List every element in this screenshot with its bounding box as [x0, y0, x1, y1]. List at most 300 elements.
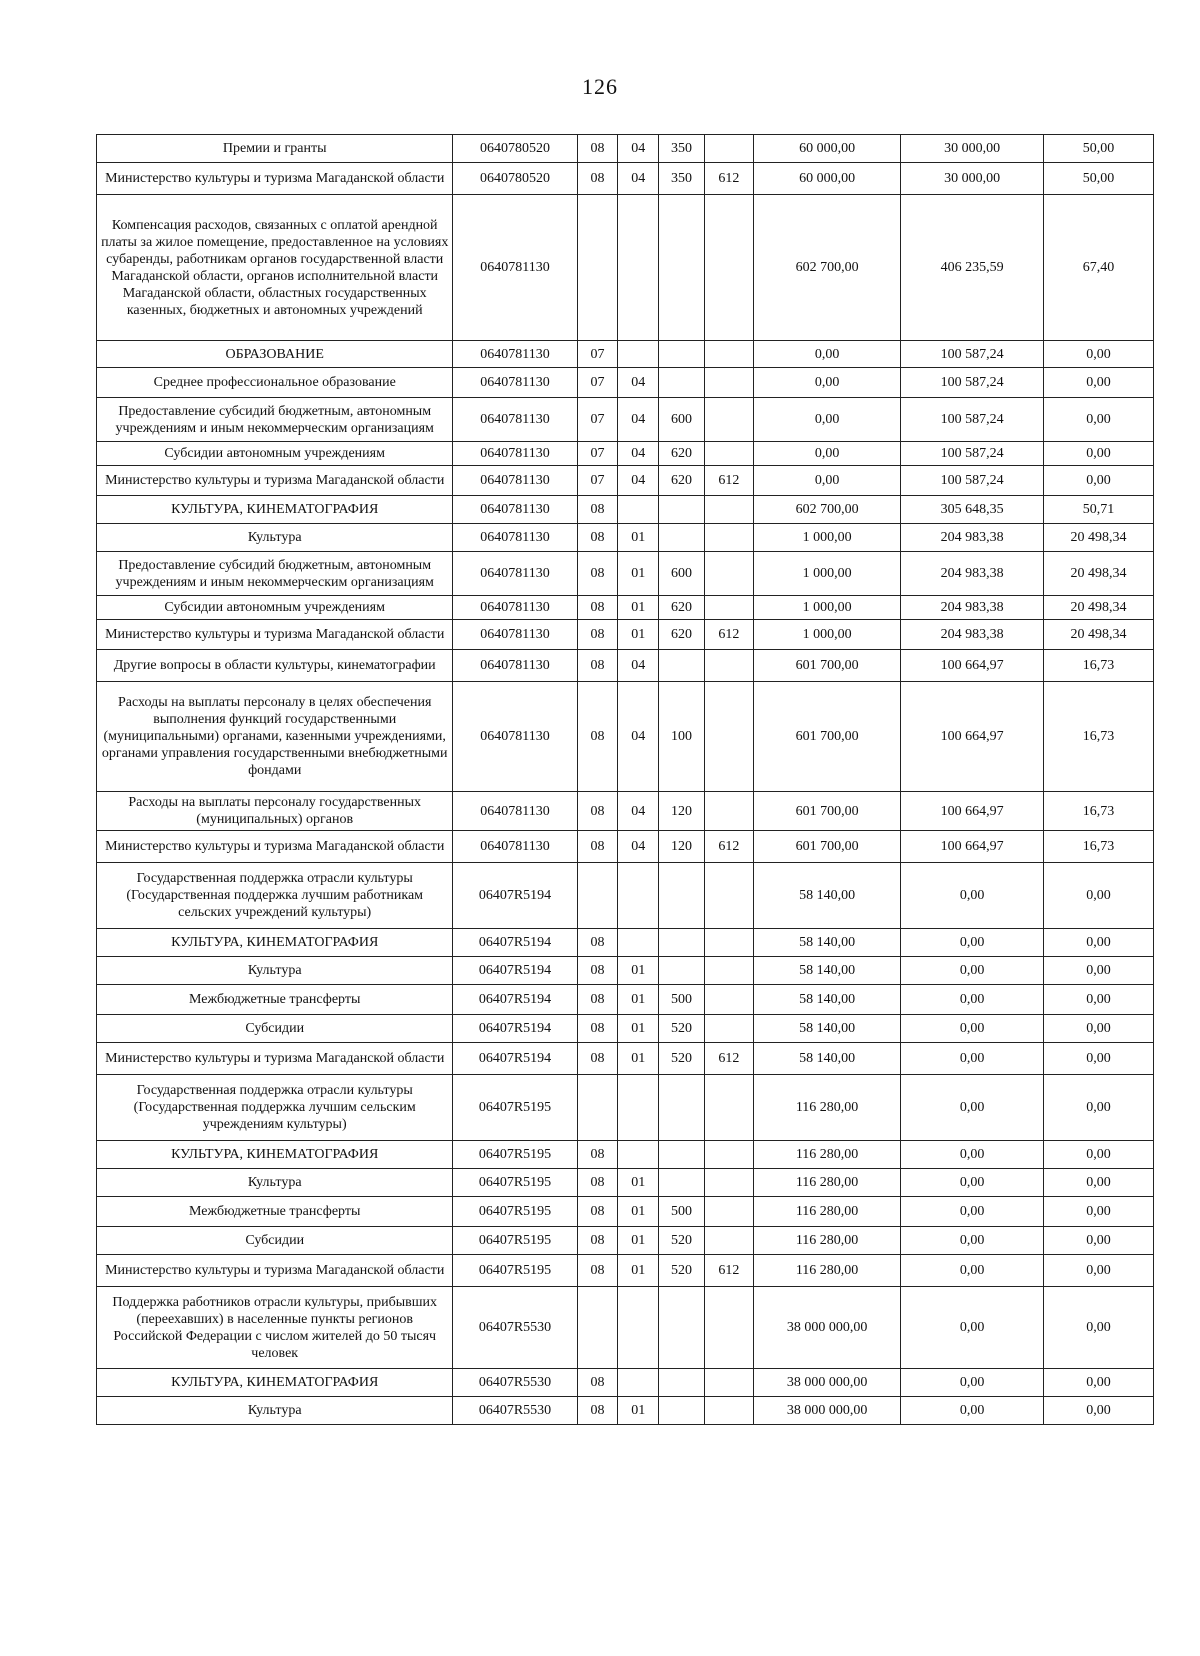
row-plan-amount: 602 700,00: [753, 195, 901, 341]
row-plan-amount: 0,00: [753, 398, 901, 442]
row-target-code: 06407R5194: [453, 929, 577, 957]
row-plan-amount: 58 140,00: [753, 863, 901, 929]
table-row: [97, 985, 1154, 1015]
row-plan-amount: 116 280,00: [753, 1197, 901, 1227]
row-plan-amount: 116 280,00: [753, 1169, 901, 1197]
row-name: Предоставление субсидий бюджетным, автономным учреждениям и иным некоммерческим организациям: [97, 552, 453, 596]
table-row: [97, 863, 1154, 929]
row-expense-type: [659, 524, 705, 552]
row-target-code: 0640781130: [453, 195, 577, 341]
row-section: 08: [577, 831, 618, 863]
row-name: Межбюджетные трансферты: [97, 985, 453, 1015]
row-actual-amount: 0,00: [901, 1015, 1044, 1043]
table-row: [97, 195, 1154, 341]
row-actual-amount: 100 587,24: [901, 398, 1044, 442]
row-subsection: 04: [618, 442, 659, 466]
row-expense-type: 350: [659, 163, 705, 195]
row-actual-amount: 100 664,97: [901, 831, 1044, 863]
row-name: Субсидии: [97, 1227, 453, 1255]
row-name: ОБРАЗОВАНИЕ: [97, 341, 453, 368]
row-subsection: 04: [618, 831, 659, 863]
row-percent: 50,00: [1043, 135, 1153, 163]
row-actual-amount: 0,00: [901, 1227, 1044, 1255]
row-plan-amount: 601 700,00: [753, 831, 901, 863]
row-expense-type: 100: [659, 682, 705, 792]
row-name: Компенсация расходов, связанных с оплатой арендной платы за жилое помещение, предоставленное на условиях субаренды, работникам органов государственной власти Магаданской области, органов исполнительной власти Магаданской области, областных государственных казенных, бюджетных и автономных учреждений: [97, 195, 453, 341]
row-section: 08: [577, 524, 618, 552]
row-actual-amount: 30 000,00: [901, 163, 1044, 195]
row-section: 08: [577, 1169, 618, 1197]
table-row: [97, 620, 1154, 650]
row-plan-amount: 116 280,00: [753, 1141, 901, 1169]
row-subsection: 01: [618, 524, 659, 552]
table-row: [97, 341, 1154, 368]
row-admin-code: [704, 596, 753, 620]
row-subsection: [618, 341, 659, 368]
row-plan-amount: 1 000,00: [753, 620, 901, 650]
row-admin-code: [704, 195, 753, 341]
row-actual-amount: 0,00: [901, 1169, 1044, 1197]
row-expense-type: 120: [659, 831, 705, 863]
row-section: [577, 863, 618, 929]
row-percent: 50,71: [1043, 496, 1153, 524]
row-target-code: 06407R5194: [453, 1015, 577, 1043]
row-admin-code: [704, 135, 753, 163]
row-target-code: 0640781130: [453, 792, 577, 831]
row-section: 08: [577, 163, 618, 195]
row-subsection: [618, 929, 659, 957]
row-name: КУЛЬТУРА, КИНЕМАТОГРАФИЯ: [97, 496, 453, 524]
row-plan-amount: 116 280,00: [753, 1075, 901, 1141]
row-section: 08: [577, 792, 618, 831]
table-row: [97, 1397, 1154, 1425]
row-expense-type: 520: [659, 1043, 705, 1075]
row-actual-amount: 0,00: [901, 1043, 1044, 1075]
row-target-code: 06407R5194: [453, 957, 577, 985]
row-name: Поддержка работников отрасли культуры, прибывших (переехавших) в населенные пункты регионов Российской Федерации с числом жителей до 50 тысяч человек: [97, 1287, 453, 1369]
row-plan-amount: 601 700,00: [753, 650, 901, 682]
row-subsection: 01: [618, 552, 659, 596]
row-subsection: 04: [618, 682, 659, 792]
row-target-code: 0640781130: [453, 650, 577, 682]
table-row: [97, 596, 1154, 620]
row-name: Культура: [97, 524, 453, 552]
row-actual-amount: 204 983,38: [901, 596, 1044, 620]
row-section: 08: [577, 620, 618, 650]
row-name: Министерство культуры и туризма Магаданской области: [97, 466, 453, 496]
row-section: 08: [577, 985, 618, 1015]
row-percent: 0,00: [1043, 1255, 1153, 1287]
table-row: [97, 1197, 1154, 1227]
row-percent: 0,00: [1043, 1197, 1153, 1227]
row-subsection: 01: [618, 1397, 659, 1425]
row-admin-code: [704, 368, 753, 398]
table-row: [97, 524, 1154, 552]
table-row: [97, 442, 1154, 466]
row-expense-type: 620: [659, 442, 705, 466]
row-name: Культура: [97, 957, 453, 985]
table-row: [97, 466, 1154, 496]
row-plan-amount: 60 000,00: [753, 163, 901, 195]
row-admin-code: 612: [704, 831, 753, 863]
row-percent: 0,00: [1043, 341, 1153, 368]
row-target-code: 06407R5194: [453, 1043, 577, 1075]
row-percent: 16,73: [1043, 682, 1153, 792]
row-target-code: 0640781130: [453, 596, 577, 620]
row-admin-code: [704, 552, 753, 596]
row-plan-amount: 116 280,00: [753, 1255, 901, 1287]
row-name: Другие вопросы в области культуры, кинематографии: [97, 650, 453, 682]
row-name: Культура: [97, 1169, 453, 1197]
row-plan-amount: 116 280,00: [753, 1227, 901, 1255]
row-actual-amount: 0,00: [901, 863, 1044, 929]
row-actual-amount: 0,00: [901, 1255, 1044, 1287]
row-expense-type: [659, 1169, 705, 1197]
row-actual-amount: 0,00: [901, 1141, 1044, 1169]
row-section: 08: [577, 496, 618, 524]
row-percent: 0,00: [1043, 442, 1153, 466]
row-plan-amount: 38 000 000,00: [753, 1397, 901, 1425]
table-body: [97, 135, 1154, 1425]
row-plan-amount: 0,00: [753, 368, 901, 398]
row-percent: 0,00: [1043, 863, 1153, 929]
row-plan-amount: 602 700,00: [753, 496, 901, 524]
row-actual-amount: 406 235,59: [901, 195, 1044, 341]
row-actual-amount: 204 983,38: [901, 620, 1044, 650]
row-percent: 0,00: [1043, 398, 1153, 442]
row-name: Субсидии автономным учреждениям: [97, 442, 453, 466]
row-plan-amount: 0,00: [753, 466, 901, 496]
row-admin-code: [704, 1075, 753, 1141]
row-percent: 16,73: [1043, 792, 1153, 831]
row-admin-code: [704, 341, 753, 368]
row-subsection: 01: [618, 1227, 659, 1255]
row-plan-amount: 1 000,00: [753, 524, 901, 552]
row-admin-code: [704, 1015, 753, 1043]
row-subsection: 01: [618, 620, 659, 650]
row-target-code: 0640781130: [453, 442, 577, 466]
row-percent: 67,40: [1043, 195, 1153, 341]
row-admin-code: [704, 1287, 753, 1369]
row-subsection: 01: [618, 985, 659, 1015]
row-admin-code: 612: [704, 466, 753, 496]
row-admin-code: 612: [704, 620, 753, 650]
row-admin-code: [704, 1369, 753, 1397]
row-plan-amount: 0,00: [753, 341, 901, 368]
row-target-code: 06407R5530: [453, 1287, 577, 1369]
row-target-code: 0640781130: [453, 552, 577, 596]
row-expense-type: 620: [659, 620, 705, 650]
row-section: 08: [577, 650, 618, 682]
row-target-code: 06407R5195: [453, 1197, 577, 1227]
table-row: [97, 1043, 1154, 1075]
row-name: Министерство культуры и туризма Магаданской области: [97, 831, 453, 863]
table-row: [97, 398, 1154, 442]
row-percent: 16,73: [1043, 831, 1153, 863]
row-admin-code: [704, 929, 753, 957]
row-name: Министерство культуры и туризма Магаданской области: [97, 1255, 453, 1287]
row-percent: 0,00: [1043, 1227, 1153, 1255]
row-expense-type: [659, 929, 705, 957]
row-expense-type: [659, 957, 705, 985]
row-actual-amount: 100 587,24: [901, 442, 1044, 466]
row-plan-amount: 38 000 000,00: [753, 1287, 901, 1369]
table-row: [97, 792, 1154, 831]
row-percent: 0,00: [1043, 1287, 1153, 1369]
row-section: 07: [577, 368, 618, 398]
row-percent: 0,00: [1043, 1141, 1153, 1169]
row-admin-code: [704, 398, 753, 442]
row-target-code: 06407R5195: [453, 1227, 577, 1255]
row-percent: 50,00: [1043, 163, 1153, 195]
row-admin-code: 612: [704, 1043, 753, 1075]
row-expense-type: 620: [659, 596, 705, 620]
table-row: [97, 1255, 1154, 1287]
row-subsection: 01: [618, 957, 659, 985]
row-percent: 0,00: [1043, 1015, 1153, 1043]
row-admin-code: [704, 496, 753, 524]
row-name: Расходы на выплаты персоналу в целях обеспечения выполнения функций государственными (муниципальными) органами, казенными учреждениями, органами управления государственными внебюджетными фондами: [97, 682, 453, 792]
row-section: 08: [577, 135, 618, 163]
row-percent: 16,73: [1043, 650, 1153, 682]
row-plan-amount: 0,00: [753, 442, 901, 466]
row-actual-amount: 0,00: [901, 1075, 1044, 1141]
row-target-code: 0640781130: [453, 524, 577, 552]
row-plan-amount: 38 000 000,00: [753, 1369, 901, 1397]
row-section: 08: [577, 1255, 618, 1287]
row-expense-type: 520: [659, 1227, 705, 1255]
row-expense-type: [659, 1369, 705, 1397]
table-row: [97, 1287, 1154, 1369]
table-row: [97, 682, 1154, 792]
row-section: 07: [577, 398, 618, 442]
row-section: 07: [577, 466, 618, 496]
row-plan-amount: 58 140,00: [753, 957, 901, 985]
row-admin-code: [704, 1197, 753, 1227]
row-actual-amount: 100 664,97: [901, 682, 1044, 792]
row-plan-amount: 1 000,00: [753, 552, 901, 596]
row-expense-type: [659, 341, 705, 368]
row-target-code: 06407R5530: [453, 1369, 577, 1397]
row-name: Министерство культуры и туризма Магаданской области: [97, 163, 453, 195]
row-name: Расходы на выплаты персоналу государственных (муниципальных) органов: [97, 792, 453, 831]
row-section: [577, 1287, 618, 1369]
row-actual-amount: 100 587,24: [901, 466, 1044, 496]
row-admin-code: [704, 1169, 753, 1197]
row-actual-amount: 0,00: [901, 957, 1044, 985]
row-expense-type: [659, 650, 705, 682]
table-row: [97, 831, 1154, 863]
row-admin-code: 612: [704, 163, 753, 195]
row-subsection: 01: [618, 1015, 659, 1043]
row-target-code: 0640781130: [453, 496, 577, 524]
row-subsection: [618, 1287, 659, 1369]
row-subsection: 04: [618, 163, 659, 195]
row-admin-code: [704, 1397, 753, 1425]
row-target-code: 06407R5530: [453, 1397, 577, 1425]
table-row: [97, 1141, 1154, 1169]
row-target-code: 0640780520: [453, 135, 577, 163]
row-percent: 20 498,34: [1043, 620, 1153, 650]
row-section: 08: [577, 1015, 618, 1043]
row-percent: 0,00: [1043, 1043, 1153, 1075]
row-expense-type: 600: [659, 552, 705, 596]
row-target-code: 06407R5195: [453, 1169, 577, 1197]
row-section: 08: [577, 682, 618, 792]
row-subsection: 04: [618, 368, 659, 398]
row-section: [577, 1075, 618, 1141]
budget-table: [96, 134, 1154, 1425]
table-row: [97, 496, 1154, 524]
row-subsection: 01: [618, 1169, 659, 1197]
row-admin-code: 612: [704, 1255, 753, 1287]
row-subsection: [618, 1075, 659, 1141]
row-percent: 0,00: [1043, 929, 1153, 957]
row-subsection: 04: [618, 792, 659, 831]
row-admin-code: [704, 524, 753, 552]
row-subsection: [618, 1369, 659, 1397]
row-percent: 0,00: [1043, 957, 1153, 985]
row-expense-type: [659, 195, 705, 341]
row-admin-code: [704, 863, 753, 929]
table-row: [97, 1075, 1154, 1141]
row-subsection: 01: [618, 1043, 659, 1075]
row-section: 08: [577, 1141, 618, 1169]
row-subsection: [618, 863, 659, 929]
row-plan-amount: 601 700,00: [753, 792, 901, 831]
row-actual-amount: 100 587,24: [901, 368, 1044, 398]
row-actual-amount: 100 664,97: [901, 650, 1044, 682]
row-percent: 0,00: [1043, 1397, 1153, 1425]
row-section: 08: [577, 957, 618, 985]
row-expense-type: 600: [659, 398, 705, 442]
row-target-code: 06407R5195: [453, 1075, 577, 1141]
row-admin-code: [704, 442, 753, 466]
row-subsection: 01: [618, 596, 659, 620]
row-section: 08: [577, 1197, 618, 1227]
table-row: [97, 957, 1154, 985]
row-section: 08: [577, 1397, 618, 1425]
row-actual-amount: 204 983,38: [901, 524, 1044, 552]
row-admin-code: [704, 792, 753, 831]
row-actual-amount: 100 587,24: [901, 341, 1044, 368]
table-row: [97, 135, 1154, 163]
row-name: КУЛЬТУРА, КИНЕМАТОГРАФИЯ: [97, 1141, 453, 1169]
row-actual-amount: 0,00: [901, 1369, 1044, 1397]
row-target-code: 06407R5194: [453, 985, 577, 1015]
table-row: [97, 163, 1154, 195]
row-plan-amount: 60 000,00: [753, 135, 901, 163]
row-target-code: 0640781130: [453, 831, 577, 863]
row-expense-type: 500: [659, 1197, 705, 1227]
row-target-code: 0640781130: [453, 620, 577, 650]
row-section: 08: [577, 929, 618, 957]
row-percent: 20 498,34: [1043, 596, 1153, 620]
table-row: [97, 650, 1154, 682]
row-target-code: 0640781130: [453, 341, 577, 368]
row-section: 08: [577, 1043, 618, 1075]
page-number: 126: [582, 74, 618, 99]
row-expense-type: [659, 1141, 705, 1169]
row-target-code: 0640781130: [453, 368, 577, 398]
row-percent: 20 498,34: [1043, 552, 1153, 596]
row-subsection: 04: [618, 398, 659, 442]
row-section: 08: [577, 1227, 618, 1255]
row-target-code: 06407R5195: [453, 1255, 577, 1287]
row-expense-type: [659, 1287, 705, 1369]
row-name: Государственная поддержка отрасли культуры (Государственная поддержка лучшим работникам сельских учреждений культуры): [97, 863, 453, 929]
table-row: [97, 1227, 1154, 1255]
row-actual-amount: 100 664,97: [901, 792, 1044, 831]
row-admin-code: [704, 957, 753, 985]
row-name: Межбюджетные трансферты: [97, 1197, 453, 1227]
row-section: 07: [577, 442, 618, 466]
row-admin-code: [704, 1141, 753, 1169]
row-section: 08: [577, 1369, 618, 1397]
row-target-code: 06407R5195: [453, 1141, 577, 1169]
row-actual-amount: 0,00: [901, 1397, 1044, 1425]
table-row: [97, 368, 1154, 398]
row-actual-amount: 0,00: [901, 1287, 1044, 1369]
row-percent: 0,00: [1043, 1169, 1153, 1197]
row-target-code: 0640781130: [453, 398, 577, 442]
row-subsection: [618, 496, 659, 524]
table-row: [97, 552, 1154, 596]
row-actual-amount: 0,00: [901, 985, 1044, 1015]
row-subsection: [618, 195, 659, 341]
row-expense-type: 500: [659, 985, 705, 1015]
row-expense-type: [659, 496, 705, 524]
row-actual-amount: 30 000,00: [901, 135, 1044, 163]
row-plan-amount: 58 140,00: [753, 929, 901, 957]
row-percent: 0,00: [1043, 466, 1153, 496]
row-subsection: 04: [618, 650, 659, 682]
row-subsection: 04: [618, 135, 659, 163]
row-expense-type: [659, 368, 705, 398]
row-plan-amount: 58 140,00: [753, 1015, 901, 1043]
row-expense-type: [659, 1075, 705, 1141]
row-name: Среднее профессиональное образование: [97, 368, 453, 398]
table-row: [97, 929, 1154, 957]
row-actual-amount: 204 983,38: [901, 552, 1044, 596]
row-name: КУЛЬТУРА, КИНЕМАТОГРАФИЯ: [97, 1369, 453, 1397]
row-section: 08: [577, 552, 618, 596]
row-target-code: 0640781130: [453, 682, 577, 792]
row-expense-type: 620: [659, 466, 705, 496]
row-subsection: 04: [618, 466, 659, 496]
row-percent: 0,00: [1043, 1369, 1153, 1397]
row-expense-type: 520: [659, 1015, 705, 1043]
row-admin-code: [704, 650, 753, 682]
row-plan-amount: 58 140,00: [753, 985, 901, 1015]
row-name: Субсидии автономным учреждениям: [97, 596, 453, 620]
table-row: [97, 1369, 1154, 1397]
row-percent: 0,00: [1043, 368, 1153, 398]
row-admin-code: [704, 682, 753, 792]
row-section: 07: [577, 341, 618, 368]
table-row: [97, 1015, 1154, 1043]
row-expense-type: [659, 1397, 705, 1425]
row-name: КУЛЬТУРА, КИНЕМАТОГРАФИЯ: [97, 929, 453, 957]
row-name: Министерство культуры и туризма Магаданской области: [97, 1043, 453, 1075]
row-expense-type: 520: [659, 1255, 705, 1287]
row-target-code: 0640781130: [453, 466, 577, 496]
row-subsection: 01: [618, 1255, 659, 1287]
row-target-code: 0640780520: [453, 163, 577, 195]
table-row: [97, 1169, 1154, 1197]
row-percent: 0,00: [1043, 1075, 1153, 1141]
row-expense-type: 350: [659, 135, 705, 163]
